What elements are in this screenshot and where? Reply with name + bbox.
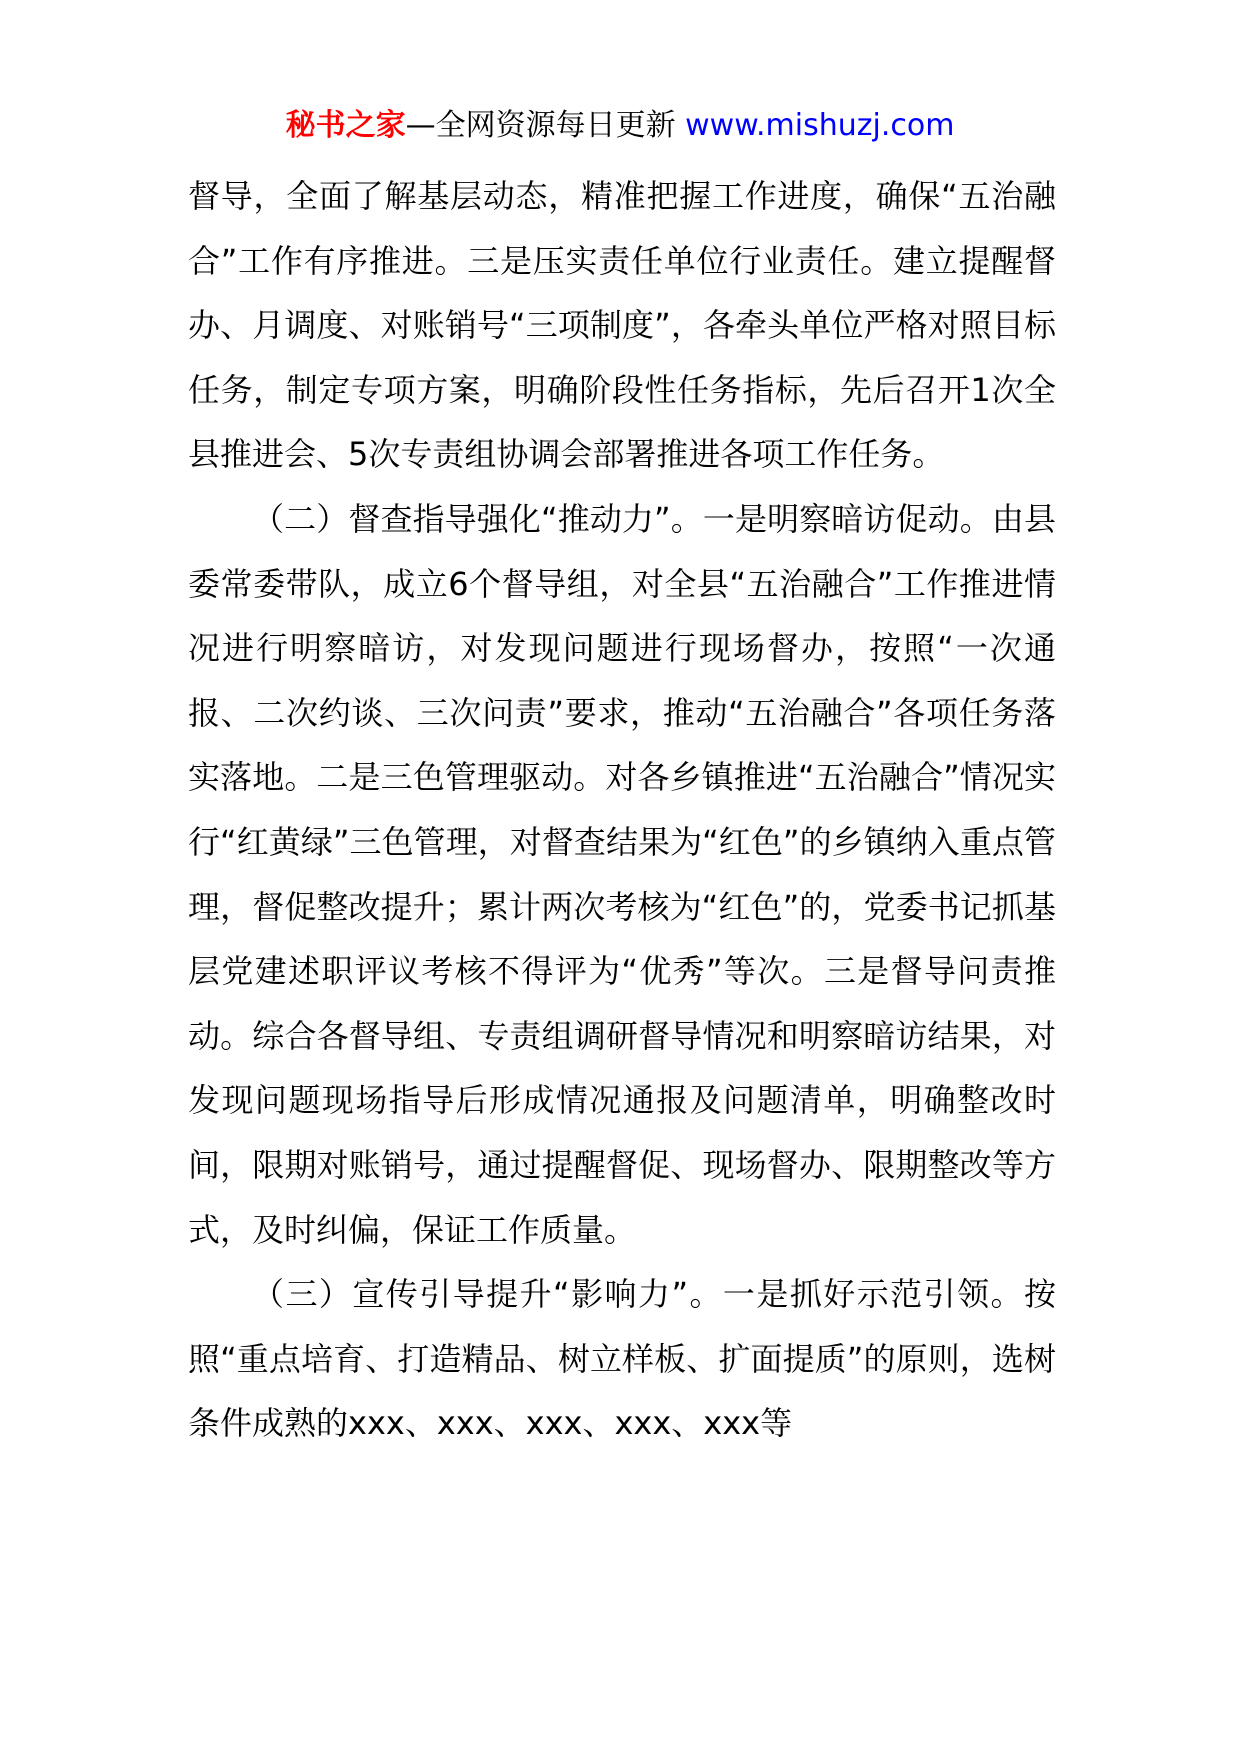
document-body xyxy=(188,164,1056,1456)
website-link[interactable]: www.mishuzj.com xyxy=(685,108,955,143)
paragraph-section-2: （二）督查指导强化“推动力”。一是明察暗访促动。由县委常委带队，成立6个督导组，对全县“五治融合”工作推进情况进行明察暗访，对发现问题进行现场督办，按照“一次通报、二次约谈、三次问责”要求，推动“五治融合”各项任务落实落地。二是三色管理驱动。对各乡镇推进“五治融合”情况实行“红黄绿”三色管理，对督查结果为“红色”的乡镇纳入重点管理，督促整改提升；累计两次考核为“红色”的，党委书记抓基层党建述职评议考核不得评为“优秀”等次。三是督导问责推动。综合各督导组、专责组调研督导情况和明察暗访结果，对发现问题现场指导后形成情况通报及问题清单，明确整改时间，限期对账销号，通过提醒督促、现场督办、限期整改等方式，及时纠偏，保证工作质量。 xyxy=(188,499,1056,1249)
paragraph-section-3: （三）宣传引导提升“影响力”。一是抓好示范引领。按照“重点培育、打造精品、树立样板、扩面提质”的原则，选树条件成熟的xxx、xxx、xxx、xxx、xxx等 xyxy=(188,1275,1056,1443)
header-slogan: —全网资源每日更新 xyxy=(405,108,686,143)
site-header xyxy=(0,104,1240,148)
brand-name: 秘书之家 xyxy=(285,108,406,143)
paragraph-continued: 督导，全面了解基层动态，精准把握工作进度，确保“五治融合”工作有序推进。三是压实责任单位行业责任。建立提醒督办、月调度、对账销号“三项制度”，各牵头单位严格对照目标任务，制定专项方案，明确阶段性任务指标，先后召开1次全县推进会、5次专责组协调会部署推进各项工作任务。 xyxy=(188,177,1056,474)
